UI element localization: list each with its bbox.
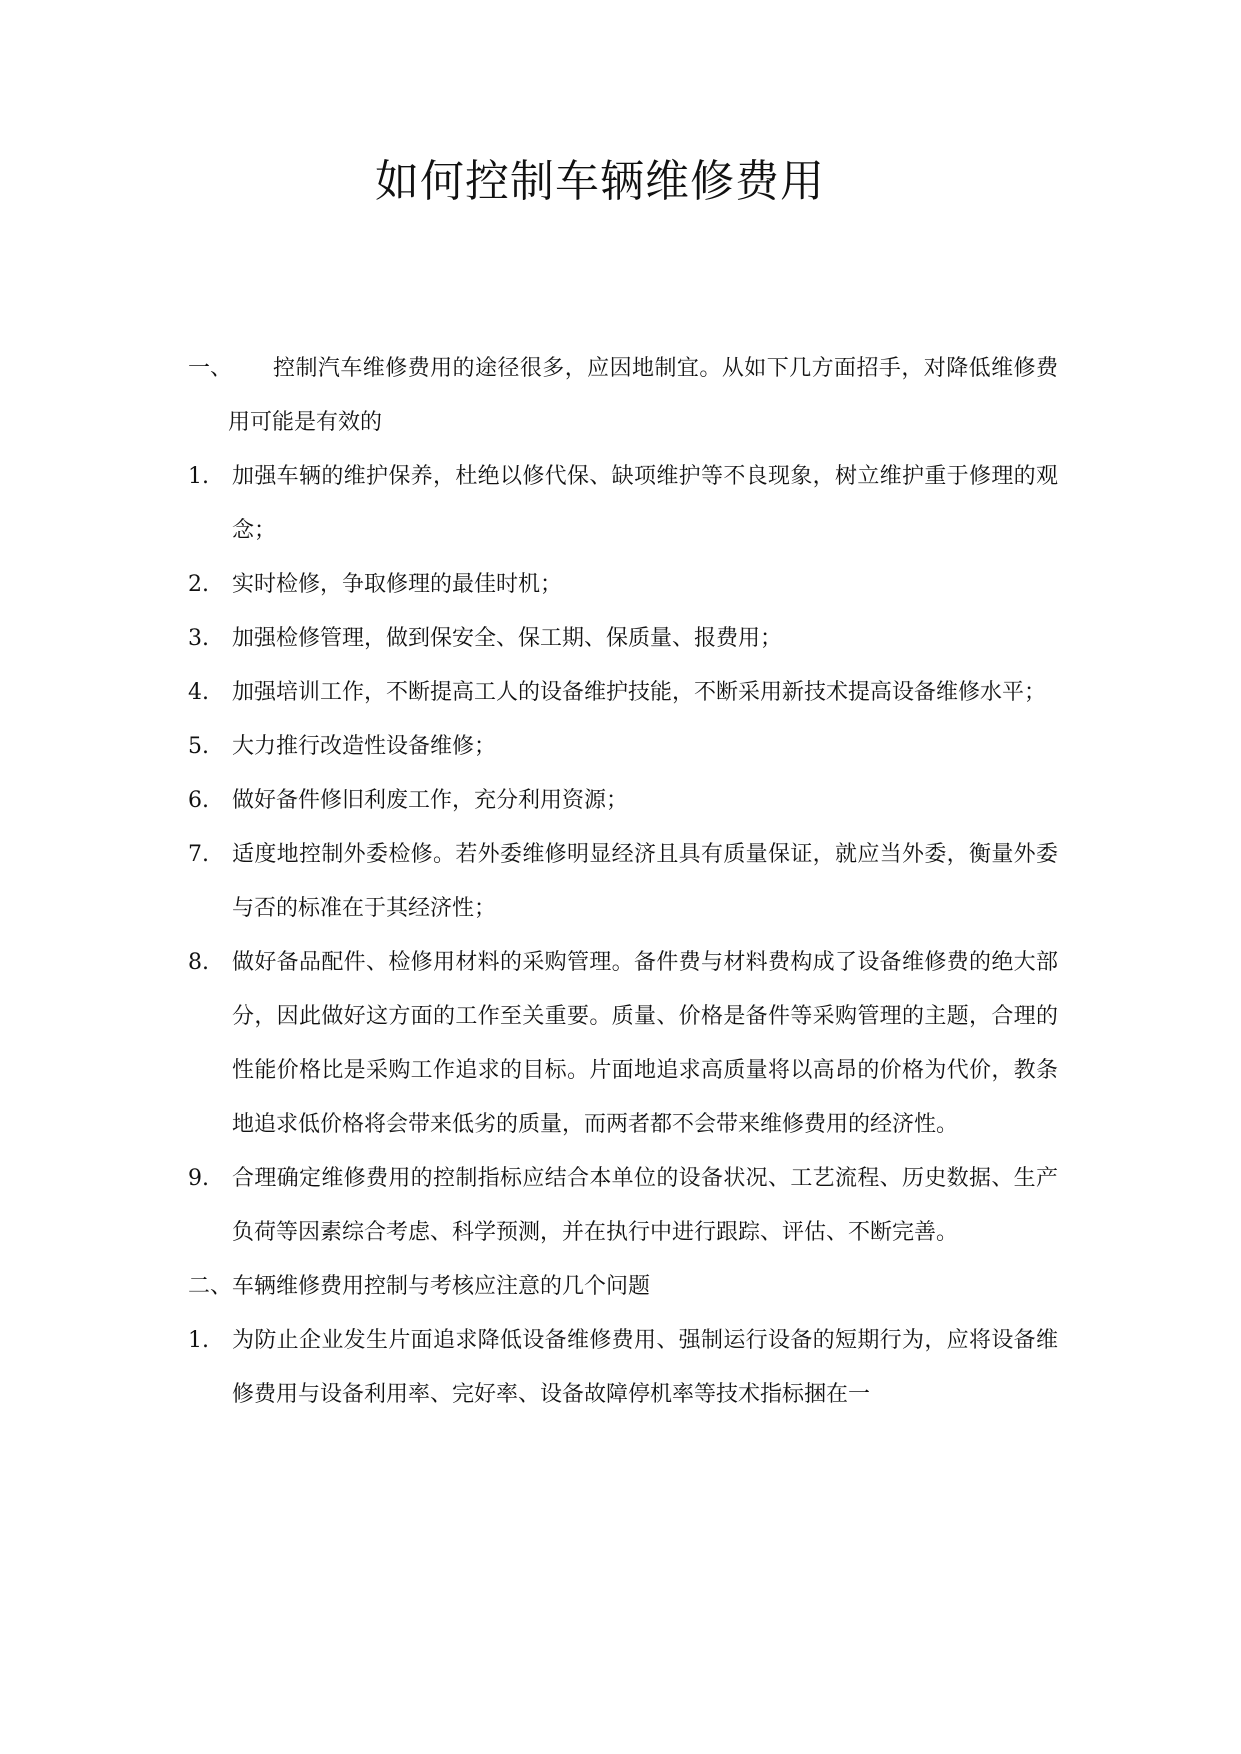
list-item: [188, 1152, 1058, 1260]
document-title: 如何控制车辆维修费用: [375, 156, 825, 207]
list-item-number: 1.: [188, 464, 209, 489]
list-item: [188, 720, 1058, 774]
list-item-text: 加强培训工作，不断提高工人的设备维护技能，不断采用新技术提高设备维修水平；: [232, 680, 1047, 705]
list-item-text: 做好备件修旧利废工作，充分利用资源；: [232, 788, 629, 813]
list-item-number: 4.: [188, 680, 209, 705]
list-item-text: 加强检修管理，做到保安全、保工期、保质量、报费用；: [232, 626, 783, 651]
list-item-number: 6.: [188, 788, 209, 813]
list-item-number: 1.: [188, 1328, 209, 1353]
list-item: [188, 612, 1058, 666]
list-item-text: 加强车辆的维护保养，杜绝以修代保、缺项维护等不良现象，树立维护重于修理的观念；: [232, 464, 1058, 543]
list-item: [188, 936, 1058, 1152]
list-item-text: 合理确定维修费用的控制指标应结合本单位的设备状况、工艺流程、历史数据、生产负荷等因素综合考虑、科学预测，并在执行中进行跟踪、评估、不断完善。: [232, 1166, 1058, 1245]
list-item-text: 做好备品配件、检修用材料的采购管理。备件费与材料费构成了设备维修费的绝大部分，因此做好这方面的工作至关重要。质量、价格是备件等采购管理的主题，合理的性能价格比是采购工作追求的目标。片面地追求高质量将以高昂的价格为代价，教条地追求低价格将会带来低劣的质量，而两者都不会带来维修费用的经济性。: [232, 950, 1058, 1137]
list-item: [188, 1314, 1058, 1422]
list-item: [188, 828, 1058, 936]
document-body: [188, 342, 1058, 1422]
list-item-text: 为防止企业发生片面追求降低设备维修费用、强制运行设备的短期行为，应将设备维修费用与设备利用率、完好率、设备故障停机率等技术指标捆在一: [232, 1328, 1058, 1407]
list-item: [188, 450, 1058, 558]
section-1-intro: [188, 342, 1058, 450]
section-1-text: 控制汽车维修费用的途径很多，应因地制宜。从如下几方面招手，对降低维修费用可能是有效的: [228, 356, 1058, 435]
list-item-text: 大力推行改造性设备维修；: [232, 734, 497, 759]
list-item-number: 7.: [188, 842, 209, 867]
list-item-number: 9.: [188, 1166, 209, 1191]
list-item-text: 适度地控制外委检修。若外委维修明显经济且具有质量保证，就应当外委，衡量外委与否的标准在于其经济性；: [232, 842, 1058, 921]
list-item: [188, 774, 1058, 828]
list-item: [188, 558, 1058, 612]
section-1-marker: 一、: [188, 356, 233, 381]
list-item-text: 实时检修，争取修理的最佳时机；: [232, 572, 563, 597]
list-item-number: 8.: [188, 950, 209, 975]
list-item-number: 3.: [188, 626, 209, 651]
list-item: [188, 666, 1058, 720]
list-item-number: 5.: [188, 734, 209, 759]
list-item-number: 2.: [188, 572, 209, 597]
section-2-heading: 二、车辆维修费用控制与考核应注意的几个问题: [188, 1274, 651, 1299]
